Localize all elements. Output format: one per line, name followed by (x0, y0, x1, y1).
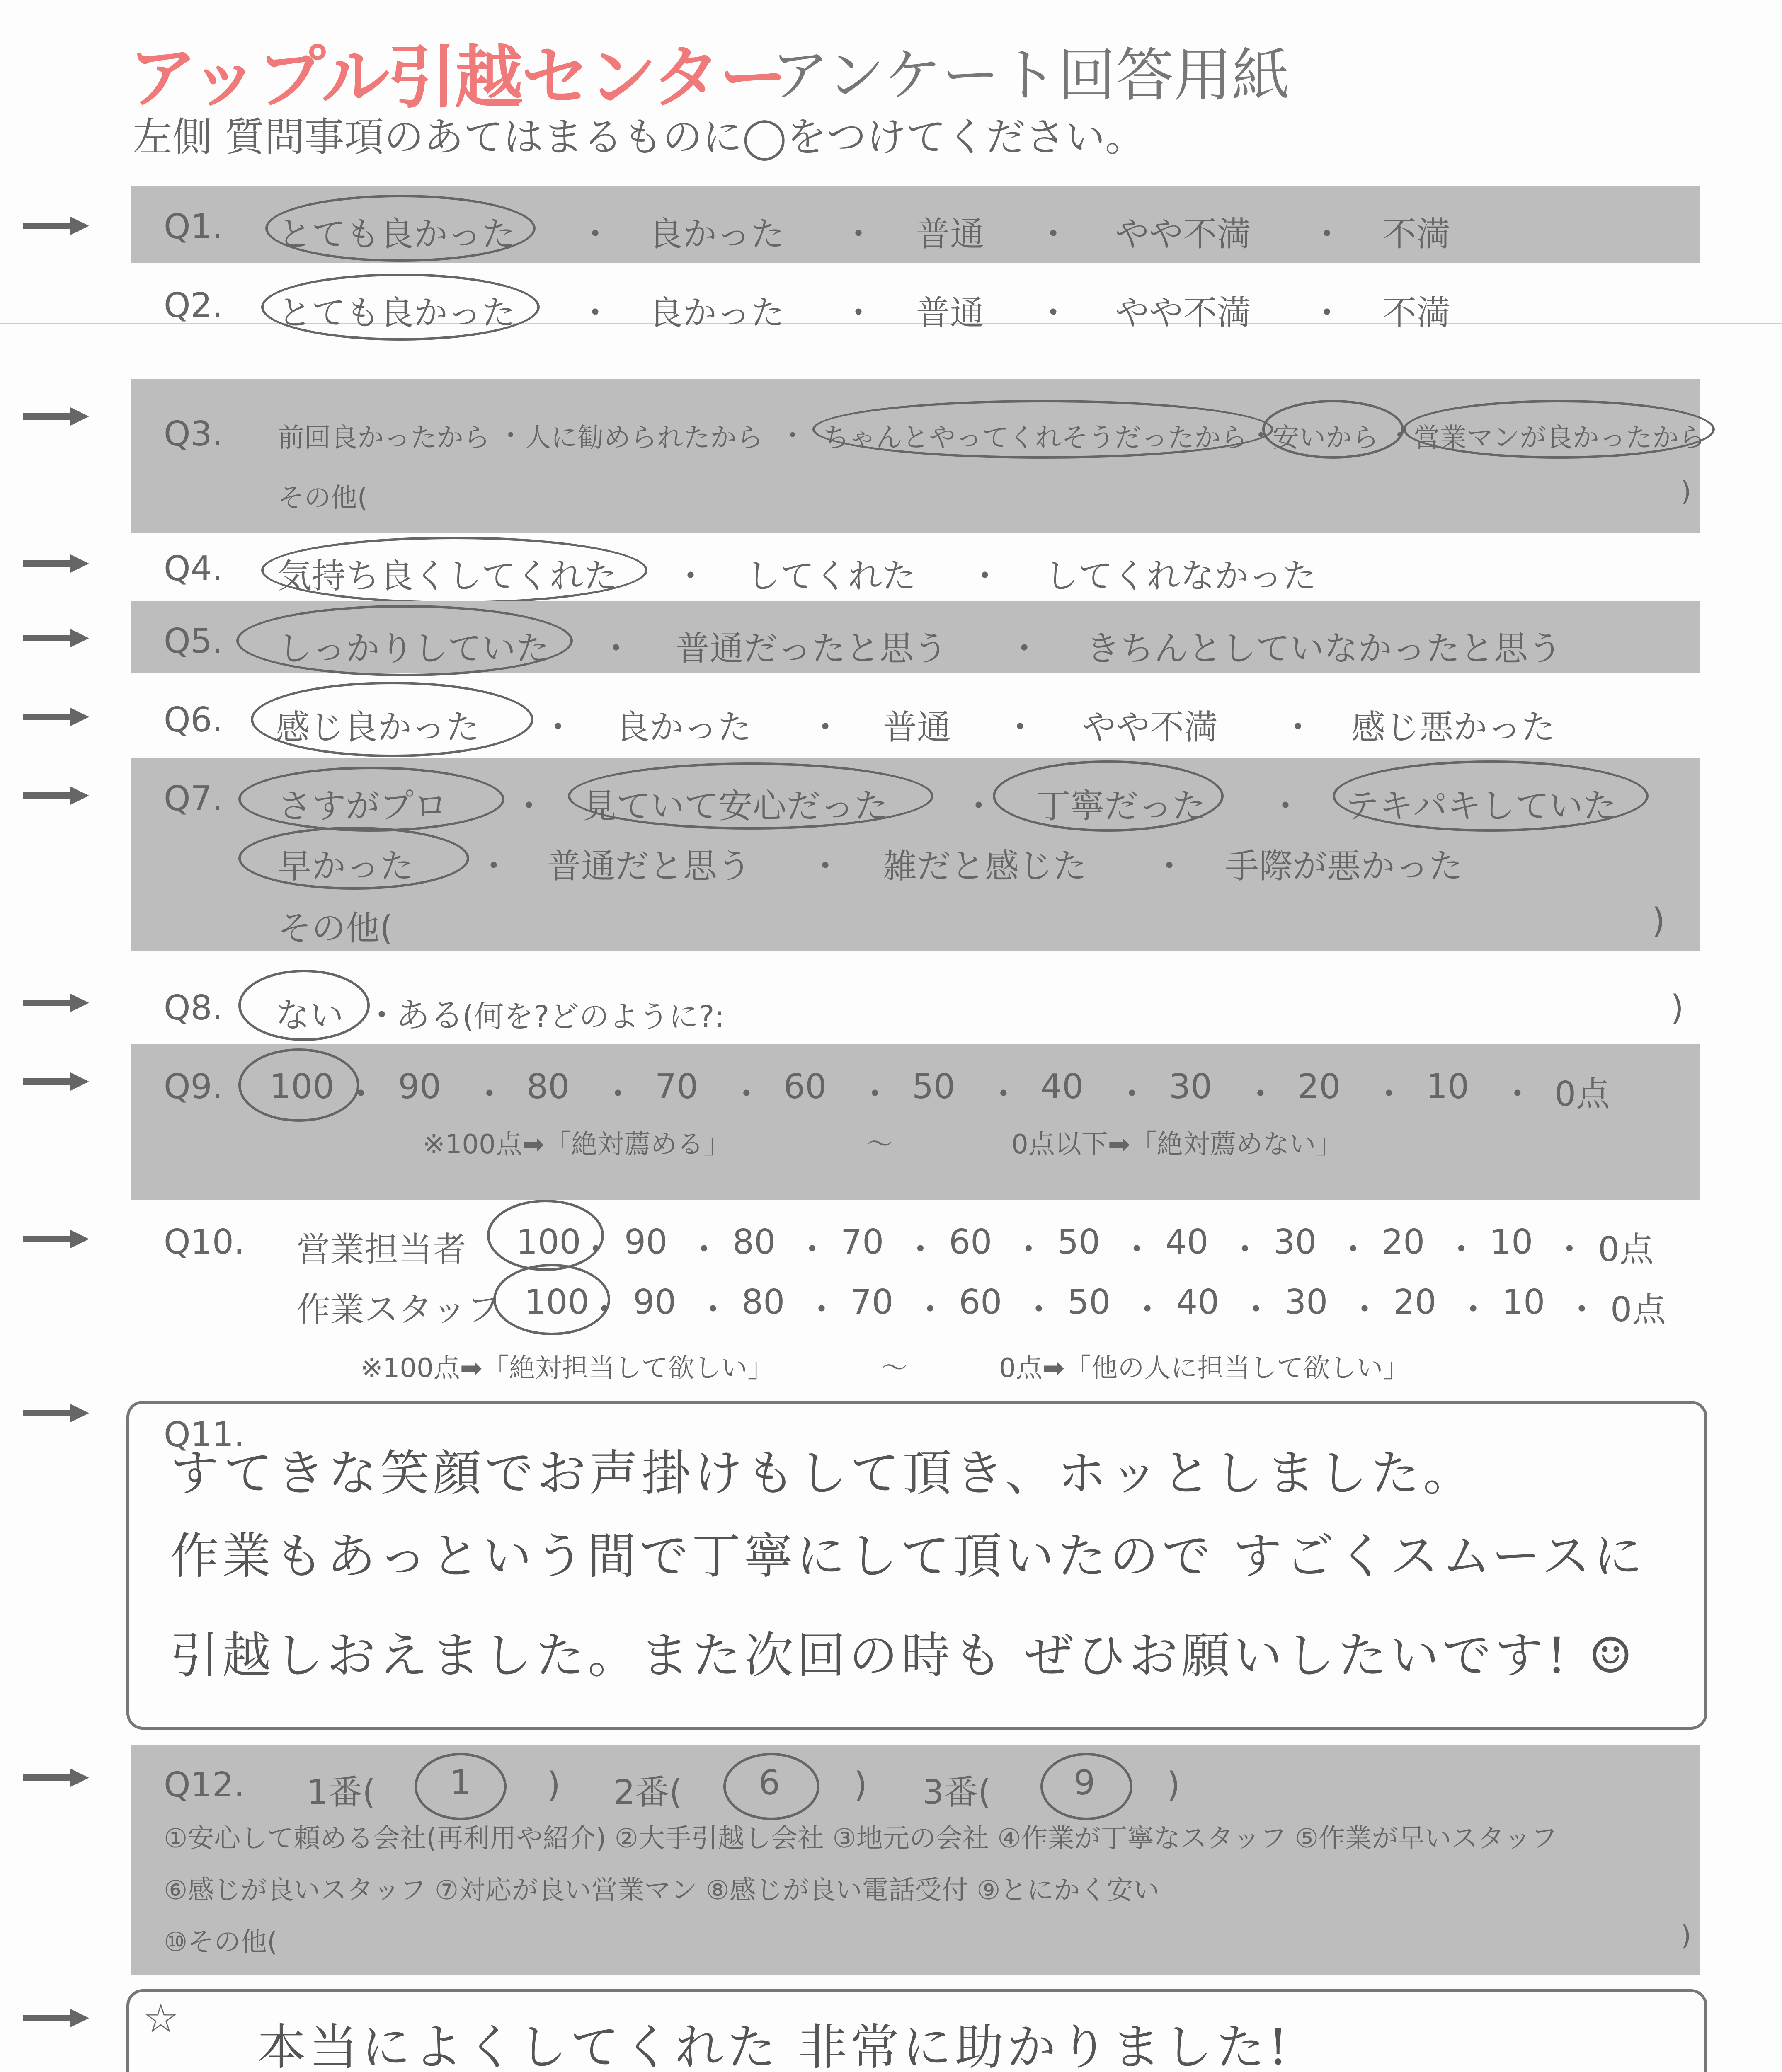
separator-dot: ・ (1152, 847, 1187, 886)
separator-dot: ・ (1444, 1230, 1479, 1269)
separator-dot: ・ (1115, 1075, 1149, 1114)
q6-option[interactable]: 普通 (883, 708, 951, 747)
separator-dot: ・ (1552, 1230, 1587, 1269)
separator-dot: ・ (578, 215, 613, 254)
q3-option[interactable]: 前回良かったから (278, 423, 490, 453)
form-title: アンケート回答用紙 (771, 42, 1290, 109)
star-icon: ☆ (143, 1995, 179, 2042)
q5-selection-circle (236, 605, 573, 676)
q3-selection-circle (1403, 400, 1715, 459)
q10-sales-score-option[interactable]: 50 (1057, 1222, 1101, 1262)
separator-dot: ・ (578, 293, 613, 333)
arrow-icon (23, 404, 89, 429)
q9-score-option[interactable]: 0点 (1554, 1075, 1610, 1114)
arrow-icon (23, 1069, 89, 1094)
q7-other-close: ) (1652, 901, 1665, 941)
q8-option[interactable]: ある (396, 996, 464, 1035)
q9-score-option[interactable]: 90 (398, 1067, 441, 1106)
q7-selection-circle (238, 827, 469, 890)
separator-dot: ・ (1228, 1230, 1262, 1269)
separator-dot: ・ (962, 787, 996, 826)
q7-option[interactable]: 普通だと思う (547, 847, 752, 886)
separator-dot: ・ (1387, 421, 1413, 451)
q3-option[interactable]: ちゃんとやってくれそうだったから (823, 423, 1247, 453)
separator-dot: ・ (512, 787, 546, 826)
q7-selection-circle (1333, 760, 1649, 832)
q10-sales-score-option[interactable]: 60 (949, 1222, 992, 1262)
separator-dot: ・ (1120, 1230, 1154, 1269)
q10-sales-selection-circle (487, 1200, 604, 1271)
q10-staff-score-option[interactable]: 10 (1502, 1283, 1545, 1322)
q1-label: Q1. (164, 207, 223, 247)
q10-staff-score-option[interactable]: 0点 (1610, 1290, 1666, 1329)
separator-dot: ・ (1003, 708, 1038, 747)
q10-staff-score-option[interactable]: 20 (1393, 1283, 1437, 1322)
separator-dot: ・ (601, 1075, 635, 1114)
q8-detail[interactable]: (何を?どのように?: (462, 999, 725, 1034)
q1-selection-circle (265, 195, 536, 262)
q9-score-option[interactable]: 20 (1297, 1067, 1341, 1106)
q2-option[interactable]: 不満 (1382, 293, 1451, 333)
q10-staff-score-option[interactable]: 80 (742, 1283, 785, 1322)
q6-option[interactable]: 感じ良かった (276, 708, 480, 747)
q10-sales-score-option[interactable]: 30 (1273, 1222, 1317, 1262)
q7-option[interactable]: さすがプロ (278, 787, 448, 826)
q10-sales-score-option[interactable]: 0点 (1598, 1230, 1654, 1269)
separator-dot: ・ (986, 1075, 1021, 1114)
separator-dot: ・ (1347, 1290, 1382, 1329)
q7-option[interactable]: 雑だと感じた (883, 847, 1087, 886)
separator-dot: ・ (913, 1290, 947, 1329)
q5-option[interactable]: きちんとしていなかったと思う (1086, 629, 1562, 668)
q10-staff-label: 作業スタッフ (296, 1290, 501, 1329)
q12-second-answer[interactable]: 6 (759, 1763, 781, 1803)
q12-close: ) (854, 1765, 867, 1805)
q9-note-mid: 〜 (866, 1129, 893, 1160)
q6-option[interactable]: やや不満 (1082, 708, 1218, 747)
q10-staff-score-option[interactable]: 100 (524, 1283, 589, 1322)
q3-option[interactable]: 人に勧められたから (524, 423, 763, 453)
q10-staff-score-option[interactable]: 70 (850, 1283, 894, 1322)
q10-note-left: ※100点➡「絶対担当して欲しい」 (361, 1353, 774, 1384)
q7-selection-circle (993, 760, 1224, 832)
separator-dot: ・ (841, 215, 876, 254)
q7-option[interactable]: 見ていて安心だった (582, 787, 889, 826)
arrow-icon (23, 783, 89, 808)
q7-option[interactable]: 早かった (278, 847, 414, 886)
q9-note-right: 0点以下➡「絶対薦めない」 (1011, 1129, 1343, 1160)
separator-dot: ・ (808, 708, 843, 747)
q9-score-option[interactable]: 70 (655, 1067, 698, 1106)
q2-selection-circle (261, 274, 540, 341)
separator-dot: ・ (696, 1290, 730, 1329)
q4-label: Q4. (164, 549, 223, 588)
q2-option[interactable]: とても良かった (278, 293, 516, 333)
q6-option[interactable]: 感じ悪かった (1351, 708, 1556, 747)
separator-dot: ・ (779, 421, 806, 451)
q10-sales-score-option[interactable]: 90 (624, 1222, 668, 1262)
comment-handwritten-line: 本当によくしてくれた 非常に助かりました! (257, 2019, 1291, 2072)
separator-dot: ・ (1036, 293, 1071, 333)
q10-sales-label: 営業担当者 (296, 1230, 467, 1269)
separator-dot: ・ (1456, 1290, 1490, 1329)
separator-dot: ・ (1248, 421, 1274, 451)
q10-staff-score-option[interactable]: 40 (1176, 1283, 1220, 1322)
q10-staff-score-option[interactable]: 30 (1285, 1283, 1328, 1322)
q1-option[interactable]: 不満 (1382, 215, 1451, 254)
separator-dot: ・ (687, 1230, 721, 1269)
q3-selection-circle (1262, 400, 1404, 459)
separator-dot: ・ (804, 1290, 839, 1329)
q4-selection-circle (261, 537, 647, 604)
instruction-text: 左側 質問事項のあてはまるものに◯をつけてください。 (133, 114, 1145, 160)
q10-staff-score-option[interactable]: 90 (633, 1283, 676, 1322)
q9-score-option[interactable]: 80 (526, 1067, 570, 1106)
separator-dot: ・ (1310, 215, 1344, 254)
arrow-icon (23, 704, 89, 729)
q12-label: Q12. (164, 1765, 245, 1805)
q7-selection-circle (568, 762, 933, 830)
separator-dot: ・ (795, 1230, 829, 1269)
q10-sales-score-option[interactable]: 100 (516, 1222, 581, 1262)
q9-score-option[interactable]: 100 (269, 1067, 335, 1106)
separator-dot: ・ (1239, 1290, 1273, 1329)
separator-dot: ・ (1281, 708, 1315, 747)
q12-choices-row: ①安心して頼める会社(再利用や紹介) ②大手引越し会社 ③地元の会社 ④作業が丁寧なスタッフ ⑤作業が早いスタッフ (164, 1823, 1558, 1854)
q1-option[interactable]: 普通 (916, 215, 984, 254)
separator-dot: ・ (477, 847, 511, 886)
separator-dot: ・ (1130, 1290, 1164, 1329)
separator-dot: ・ (344, 1075, 378, 1114)
q12-third-answer[interactable]: 9 (1074, 1763, 1096, 1803)
separator-dot: ・ (729, 1075, 764, 1114)
separator-dot: ・ (1243, 1075, 1278, 1114)
q6-selection-circle (251, 682, 533, 757)
q12-second-label: 2番( (613, 1773, 683, 1812)
q10-sales-score-option[interactable]: 10 (1490, 1222, 1533, 1262)
q11-handwritten-line: すてきな笑顔でお声掛けもして頂き、ホッとしました。 (170, 1445, 1475, 1502)
q10-label: Q10. (164, 1222, 245, 1262)
separator-dot: ・ (541, 708, 575, 747)
separator-dot: ・ (1036, 215, 1071, 254)
q6-label: Q6. (164, 700, 223, 740)
arrow-icon (23, 990, 89, 1015)
q12-choices-row: ⑥感じが良いスタッフ ⑦対応が良い営業マン ⑧感じが良い電話受付 ⑨とにかく安い (164, 1875, 1160, 1906)
q5-option[interactable]: しっかりしていた (278, 629, 550, 668)
q4-option[interactable]: してくれた (746, 557, 916, 596)
separator-dot: ・ (1336, 1230, 1370, 1269)
separator-dot: ・ (808, 847, 843, 886)
q9-selection-circle (238, 1048, 359, 1122)
arrow-icon (23, 1227, 89, 1251)
q10-note-mid: 〜 (881, 1353, 907, 1384)
q7-selection-circle (238, 767, 504, 832)
q3-option[interactable]: 安いから (1273, 423, 1379, 453)
q7-label: Q7. (164, 779, 223, 818)
separator-dot: ・ (1007, 629, 1042, 668)
q10-sales-score-option[interactable]: 70 (841, 1222, 884, 1262)
q10-staff-score-option[interactable]: 50 (1067, 1283, 1111, 1322)
q7-option[interactable]: 丁寧だった (1036, 787, 1207, 826)
q8-label: Q8. (164, 988, 223, 1028)
q9-score-option[interactable]: 40 (1040, 1067, 1084, 1106)
arrow-icon (23, 213, 89, 238)
separator-dot: ・ (1564, 1290, 1599, 1329)
q4-option[interactable]: してくれなかった (1045, 557, 1317, 596)
separator-dot: ・ (841, 293, 876, 333)
q10-note-right: 0点➡「他の人に担当して欲しい」 (999, 1353, 1410, 1384)
separator-dot: ・ (1011, 1230, 1046, 1269)
separator-dot: ・ (472, 1075, 507, 1114)
separator-dot: ・ (1310, 293, 1344, 333)
q11-handwritten-line: 作業もあっという間で丁寧にして頂いたので すごくスムースに (170, 1527, 1646, 1585)
q1-option[interactable]: とても良かった (278, 215, 516, 254)
scan-line (0, 323, 1782, 324)
separator-dot: ・ (599, 629, 633, 668)
separator-dot: ・ (1021, 1290, 1056, 1329)
q10-staff-score-option[interactable]: 60 (959, 1283, 1002, 1322)
q9-score-option[interactable]: 50 (912, 1067, 955, 1106)
q12-third-circle (1040, 1753, 1132, 1820)
q6-option[interactable]: 良かった (616, 708, 752, 747)
q2-label: Q2. (164, 286, 223, 325)
q9-score-option[interactable]: 10 (1426, 1067, 1469, 1106)
brand-title: アップル引越センター (128, 38, 786, 117)
separator-dot: ・ (858, 1075, 892, 1114)
separator-dot: ・ (674, 557, 708, 596)
q3-selection-circle (812, 400, 1273, 459)
q9-score-option[interactable]: 30 (1169, 1067, 1212, 1106)
q12-first-circle (415, 1753, 507, 1820)
q8-option[interactable]: ない (276, 996, 344, 1035)
q12-first-label: 1番( (307, 1773, 376, 1812)
q10-sales-score-option[interactable]: 20 (1382, 1222, 1425, 1262)
q5-option[interactable]: 普通だったと思う (676, 629, 948, 668)
q7-other[interactable]: その他( (278, 909, 393, 948)
separator-dot: ・ (903, 1230, 938, 1269)
q12-third-label: 3番( (922, 1773, 992, 1812)
q12-close: ) (1167, 1765, 1180, 1805)
arrow-icon (23, 1401, 89, 1426)
q12-second-circle (723, 1753, 819, 1820)
q2-option[interactable]: 普通 (916, 293, 984, 333)
arrow-icon (23, 2006, 89, 2031)
q10-staff-selection-circle (493, 1264, 610, 1335)
q12-other[interactable]: ⑩その他( (164, 1927, 278, 1958)
arrow-icon (23, 551, 89, 576)
q8-selection-circle (238, 970, 370, 1041)
arrow-icon (23, 626, 89, 651)
q7-option[interactable]: テキパキしていた (1345, 787, 1617, 826)
separator-dot: ・ (587, 1290, 621, 1329)
q10-sales-score-option[interactable]: 80 (732, 1222, 776, 1262)
q9-label: Q9. (164, 1067, 223, 1106)
separator-dot: ・ (1500, 1075, 1535, 1114)
q10-sales-score-option[interactable]: 40 (1165, 1222, 1209, 1262)
separator-dot: ・ (365, 996, 399, 1035)
separator-dot: ・ (1372, 1075, 1406, 1114)
separator-dot: ・ (968, 557, 1002, 596)
q1-option[interactable]: 良かった (649, 215, 785, 254)
q3-other[interactable]: その他( (278, 483, 368, 513)
q3-other-close: ) (1681, 477, 1691, 507)
separator-dot: ・ (1268, 787, 1303, 826)
q1-option[interactable]: やや不満 (1115, 215, 1251, 254)
arrow-icon (23, 1765, 89, 1790)
q8-close: ) (1670, 988, 1684, 1028)
q12-first-answer[interactable]: 1 (450, 1763, 472, 1803)
q9-score-option[interactable]: 60 (783, 1067, 827, 1106)
q2-option[interactable]: 良かった (649, 293, 785, 333)
q2-option[interactable]: やや不満 (1115, 293, 1251, 333)
q5-label: Q5. (164, 622, 223, 661)
q12-other-close: ) (1681, 1921, 1691, 1951)
q4-option[interactable]: 気持ち良くしてくれた (278, 557, 618, 596)
separator-dot: ・ (579, 1230, 613, 1269)
q3-option[interactable]: 営業マンが良かったから (1413, 423, 1705, 453)
q7-option[interactable]: 手際が悪かった (1225, 847, 1463, 886)
q11-handwritten-line: 引越しおえました。また次回の時も ぜひお願いしたいです! ☺ (170, 1627, 1636, 1684)
separator-dot: ・ (497, 421, 524, 451)
q12-close: ) (547, 1765, 560, 1805)
q3-label: Q3. (164, 414, 223, 454)
q11-label: Q11. (164, 1415, 245, 1455)
q9-note-left: ※100点➡「絶対薦める」 (423, 1129, 730, 1160)
